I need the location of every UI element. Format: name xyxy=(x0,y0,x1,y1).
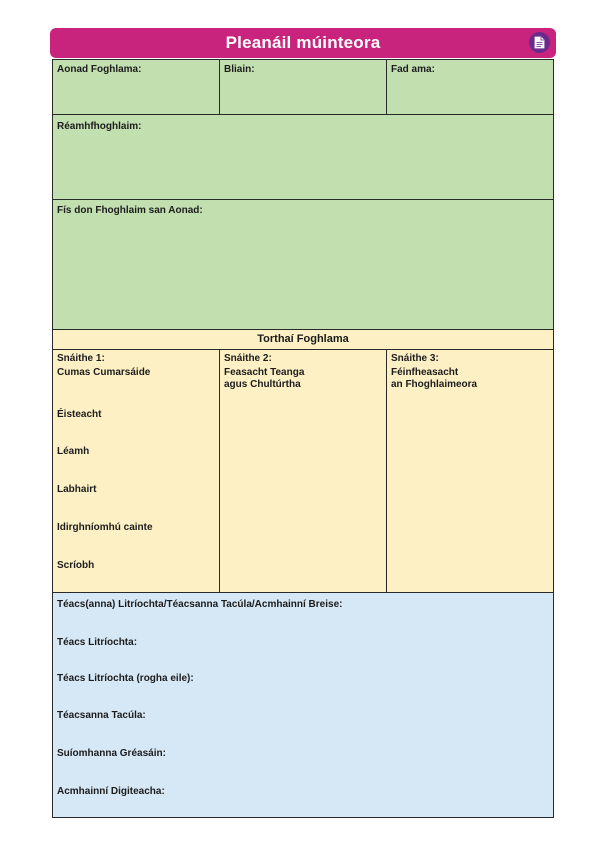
resources-item: Acmhainní Digiteacha: xyxy=(57,786,165,797)
strand-3-cell[interactable] xyxy=(386,349,554,593)
resources-item: Téacs Litríochta (rogha eile): xyxy=(57,673,194,684)
strand-1-item: Éisteacht xyxy=(57,409,102,420)
vision-cell[interactable] xyxy=(52,199,554,330)
strand-1-heading: Snáithe 1: xyxy=(57,353,105,364)
resources-title: Téacs(anna) Litríochta/Téacsanna Tacúla/Acmhainní Breise: xyxy=(57,599,343,610)
document-icon[interactable] xyxy=(529,32,550,53)
strand-2-heading: Snáithe 2: xyxy=(224,353,272,364)
strand-2-name-line2: agus Chultúrtha xyxy=(224,379,301,390)
unit-cell[interactable] xyxy=(52,59,220,115)
outcomes-title-cell xyxy=(52,329,554,350)
strand-1-item: Scríobh xyxy=(57,560,95,571)
duration-label: Fad ama: xyxy=(391,64,435,75)
duration-cell[interactable] xyxy=(386,59,554,115)
strand-3-heading: Snáithe 3: xyxy=(391,353,439,364)
resources-item: Suíomhanna Gréasáin: xyxy=(57,748,166,759)
resources-item: Téacs Litríochta: xyxy=(57,637,138,648)
resources-cell[interactable] xyxy=(52,592,554,818)
strand-1-item: Idirghníomhú cainte xyxy=(57,522,153,533)
page-title: Pleanáil múinteora xyxy=(225,33,381,52)
strand-2-cell[interactable] xyxy=(219,349,387,593)
outcomes-title: Torthaí Foghlama xyxy=(257,333,349,345)
unit-label: Aonad Foghlama: xyxy=(57,64,142,75)
strand-1-item: Léamh xyxy=(57,446,90,457)
strand-1-cell[interactable] xyxy=(52,349,220,593)
prior-learning-label: Réamhfhoghlaim: xyxy=(57,121,142,132)
year-label: Bliain: xyxy=(224,64,255,75)
strand-3-name-line1: Féinfheasacht xyxy=(391,367,459,378)
vision-label: Fís don Fhoghlaim san Aonad: xyxy=(57,205,203,216)
year-cell[interactable] xyxy=(219,59,387,115)
strand-2-name-line1: Feasacht Teanga xyxy=(224,367,305,378)
strand-3-name-line2: an Fhoghlaimeora xyxy=(391,379,478,390)
page-header xyxy=(50,28,556,58)
strand-1-item: Labhairt xyxy=(57,484,97,495)
prior-learning-cell[interactable] xyxy=(52,114,554,200)
resources-item: Téacsanna Tacúla: xyxy=(57,710,146,721)
strand-1-name: Cumas Cumarsáide xyxy=(57,367,151,378)
